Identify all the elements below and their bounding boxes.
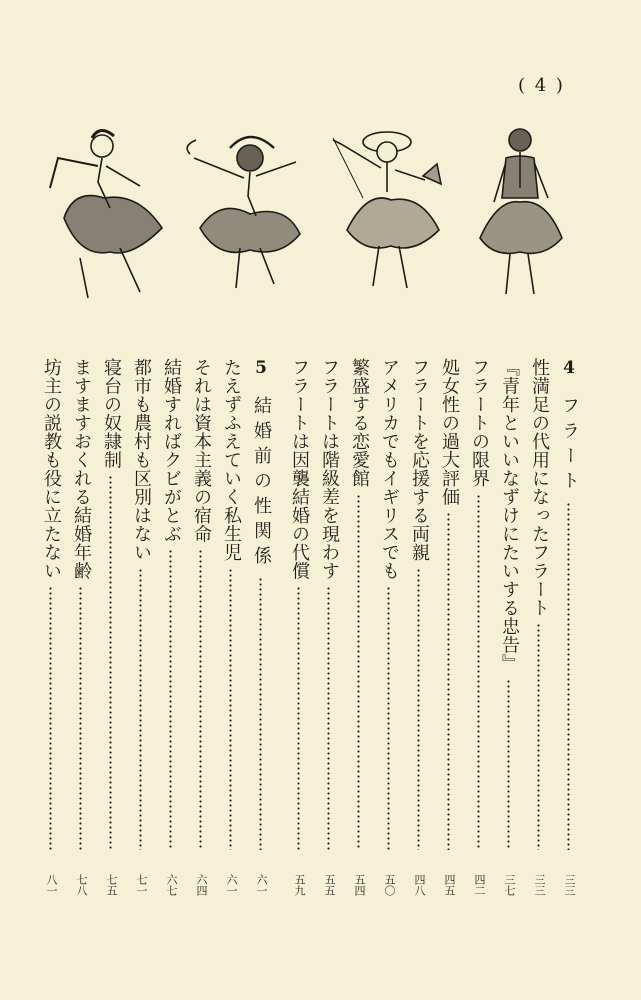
toc-page-number: 六七: [165, 874, 178, 896]
toc-page-number: 六一: [225, 874, 238, 896]
toc-entry: [406, 358, 432, 898]
toc-entry-title: 繁盛する恋愛館: [349, 358, 370, 488]
toc-section-number: 5: [255, 358, 267, 378]
dancer-illustration-2: [180, 118, 310, 308]
toc-heading-text: 結婚前の性関係: [251, 396, 272, 571]
illustration-strip: [40, 118, 580, 328]
toc-entry-title: ますますおくれる結婚年齢: [71, 358, 92, 580]
toc-dot-leader: [327, 586, 330, 850]
dancer-illustration-3: [325, 118, 455, 308]
toc-page-number: 六一: [255, 874, 268, 896]
toc-dot-leader: [477, 494, 480, 851]
toc-page-number: 三三: [533, 874, 546, 896]
page-number: ( 4 ): [518, 75, 565, 96]
toc-page-number: 三三: [563, 874, 576, 896]
toc-entry-title: 都市も農村も区別はない: [131, 358, 152, 562]
toc-entry: [376, 358, 402, 898]
toc-entry: [68, 358, 94, 898]
toc-section-heading: [556, 358, 582, 898]
toc-page-number: 七五: [105, 874, 118, 896]
toc-page-number: 五四: [353, 874, 366, 896]
toc-dot-leader: [139, 568, 142, 851]
toc-entry: [188, 358, 214, 898]
table-of-contents: [41, 358, 582, 898]
toc-page-number: 七八: [75, 874, 88, 896]
toc-entry-title: 寝台の奴隷制: [101, 358, 122, 469]
toc-dot-leader: [169, 549, 172, 850]
toc-entry-title: それは資本主義の宿命: [191, 358, 212, 543]
toc-entry: [496, 358, 522, 898]
dancer-illustration-4: [460, 118, 580, 308]
toc-section-number: 4: [563, 358, 575, 378]
toc-dot-leader: [79, 586, 82, 850]
toc-dot-leader: [49, 586, 52, 850]
toc-entry-title: 坊主の説教も役に立たない: [41, 358, 62, 580]
toc-entry-title: フラートの限界: [469, 358, 490, 488]
toc-entry-title: フラートは階級差を現わす: [319, 358, 340, 580]
toc-dot-leader: [507, 679, 510, 851]
toc-dot-leader: [387, 586, 390, 850]
toc-dot-leader: [417, 568, 420, 851]
toc-heading-text: フラート: [559, 396, 580, 496]
toc-dot-leader: [447, 512, 450, 850]
toc-page-number: 五五: [323, 874, 336, 896]
toc-page-number: 七一: [135, 874, 148, 896]
toc-entry: [286, 358, 312, 898]
toc-entry-title: フラートは因襲結婚の代償: [289, 358, 310, 580]
toc-entry-title: 処女性の過大評価: [439, 358, 460, 506]
toc-entry: [218, 358, 244, 898]
toc-entry-title: たえずふえていく私生児: [221, 358, 242, 562]
toc-section-heading: [248, 358, 274, 898]
toc-entry: [98, 358, 124, 898]
toc-entry: [436, 358, 462, 898]
toc-page-number: 四五: [443, 874, 456, 896]
toc-entry-title: フラートを応援する両親: [409, 358, 430, 562]
toc-entry: [466, 358, 492, 898]
toc-entry: [128, 358, 154, 898]
toc-page-number: 五九: [293, 874, 306, 896]
toc-dot-leader: [537, 623, 540, 850]
toc-dot-leader: [199, 549, 202, 850]
toc-entry: [158, 358, 184, 898]
toc-entry-title: 『青年といいなずけにたいする忠告』: [499, 358, 520, 673]
toc-page-number: 四二: [473, 874, 486, 896]
toc-entry: [38, 358, 64, 898]
toc-entry-title: 結婚すればクビがとぶ: [161, 358, 182, 543]
dancer-illustration-1: [40, 118, 170, 308]
toc-dot-leader: [229, 568, 232, 851]
toc-dot-leader: [297, 586, 300, 850]
toc-entry-title: アメリカでもイギリスでも: [379, 358, 400, 580]
toc-entry: [316, 358, 342, 898]
toc-page-number: 六四: [195, 874, 208, 896]
toc-dot-leader: [109, 475, 112, 850]
toc-dot-leader: [357, 494, 360, 851]
toc-entry: [346, 358, 372, 898]
toc-dot-leader: [259, 577, 262, 850]
toc-dot-leader: [567, 502, 570, 850]
toc-page-number: 五〇: [383, 874, 396, 896]
toc-entry-title: 性満足の代用になったフラート: [529, 358, 550, 617]
toc-entry: [526, 358, 552, 898]
toc-page-number: 八一: [45, 874, 58, 896]
toc-page-number: 三七: [503, 874, 516, 896]
toc-page-number: 四八: [413, 874, 426, 896]
